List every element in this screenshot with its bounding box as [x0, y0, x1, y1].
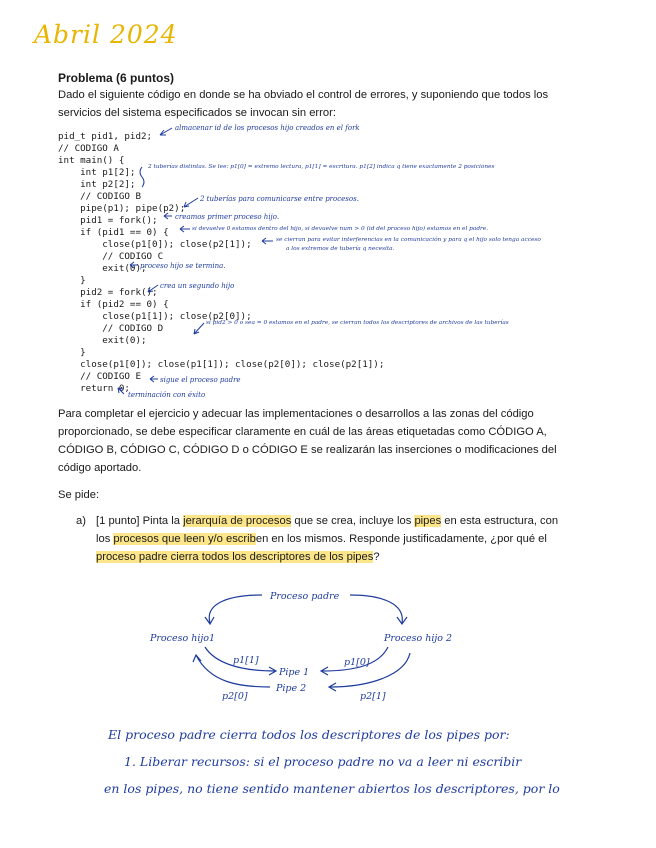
annotation: creamos primer proceso hijo. — [175, 213, 280, 221]
code-line: // CODIGO A — [58, 143, 119, 154]
highlight: pipes — [414, 515, 442, 527]
code-line: // CODIGO C — [58, 251, 164, 262]
task-paragraph — [58, 405, 603, 477]
annotation: se cierran para evitar interferencias en la comunicación y para q el hijo solo tenga acceso — [276, 237, 541, 243]
item-a-text — [96, 512, 604, 566]
paragraph-line: CÓDIGO B, CÓDIGO C, CÓDIGO D o CÓDIGO E se realizarán las inserciones o modificaciones del — [58, 444, 557, 456]
code-line: } — [58, 275, 86, 286]
annotation-arrows — [0, 0, 656, 420]
code-line: if (pid2 == 0) { — [58, 299, 169, 310]
annotation: a los extremos de tubería q necesita. — [286, 246, 395, 252]
item-a-line-3 — [96, 548, 604, 566]
annotation: sigue el proceso padre — [160, 376, 241, 384]
label-p2-1: p2[1] — [360, 691, 386, 702]
text-run: en en los mismos. Responde justificadamente, ¿por qué el — [255, 533, 547, 545]
code-line: // CODIGO D — [58, 323, 164, 334]
code-line: pid2 = fork(); — [58, 287, 158, 298]
answer-line-2: 1. Liberar recursos: si el proceso padre no va a leer ni escribir — [124, 754, 522, 769]
se-pide-label: Se pide: — [58, 489, 100, 501]
text-run: ? — [373, 551, 380, 563]
label-pipe2: Pipe 2 — [276, 683, 307, 694]
arrow-padre-to-hijo1 — [209, 595, 262, 623]
highlight: proceso padre cierra todos los descriptores de los pipes — [96, 551, 374, 563]
paragraph-line: proporcionado, se debe especificar claramente en cuál de las áreas etiquetadas como CÓDIGO A, — [58, 426, 547, 438]
annotation: 2 tuberías para comunicarse entre procesos. — [200, 195, 359, 203]
code-line: } — [58, 347, 86, 358]
annotation: crea un segundo hijo — [160, 282, 235, 290]
label-proceso-hijo1: Proceso hijo1 — [150, 633, 216, 644]
highlight: jerarquía de procesos — [183, 515, 292, 527]
code-line: if (pid1 == 0) { — [58, 227, 169, 238]
text-run: que se crea, incluye los — [291, 515, 415, 527]
paragraph-line: Para completar el ejercicio y adecuar las implementaciones o desarrollos a las zonas del código — [58, 408, 534, 420]
code-line: close(p1[0]); close(p2[1]); — [58, 239, 252, 250]
label-p1-0: p1[0] — [344, 657, 370, 668]
code-line: pipe(p1); pipe(p2); — [58, 203, 186, 214]
code-line: close(p1[1]); close(p2[0]); — [58, 311, 252, 322]
item-a-line-2 — [96, 530, 604, 548]
annotation: 2 tuberías distintas. Se lee: p1[0] = extremo lectura, p1[1] = escritura. p1[2] indica q tiene exactamente 2 posiciones — [148, 164, 495, 170]
label-pipe1: Pipe 1 — [279, 667, 310, 678]
item-a-marker: a) — [76, 515, 86, 527]
code-line: pid1 = fork(); — [58, 215, 158, 226]
code-line: return 0; — [58, 383, 130, 394]
code-line: // CODIGO B — [58, 191, 141, 202]
answer-line-3: en los pipes, no tiene sentido mantener abiertos los descriptores, por lo — [104, 781, 560, 796]
code-line: exit(0); — [58, 263, 147, 274]
text-run: en esta estructura, con — [441, 515, 559, 527]
annotation: proceso hijo se termina. — [140, 262, 226, 270]
paragraph-line: código aportado. — [58, 462, 142, 474]
item-a-line-1 — [96, 512, 604, 530]
highlight: procesos que leen y/o escrib — [113, 533, 256, 545]
text-run: los — [96, 533, 114, 545]
code-line: // CODIGO E — [58, 371, 141, 382]
annotation: terminación con éxito — [128, 391, 206, 399]
label-proceso-padre: Proceso padre — [270, 591, 340, 602]
process-hierarchy-diagram — [0, 575, 656, 715]
arrow-padre-to-hijo2 — [350, 595, 402, 623]
label-p1-1: p1[1] — [233, 655, 259, 666]
code-line: int p2[2]; — [58, 179, 136, 190]
answer-line-1: El proceso padre cierra todos los descriptores de los pipes por: — [108, 727, 510, 742]
annotation: almacenar id de los procesos hijo creados en el fork — [175, 124, 360, 132]
intro-line: servicios del sistema especificados se invocan sin error: — [58, 107, 336, 119]
code-line: pid_t pid1, pid2; — [58, 131, 153, 142]
intro-line: Dado el siguiente código en donde se ha obviado el control de errores, y suponiendo que todos los — [58, 89, 549, 101]
text-run: [1 punto] Pinta la — [96, 515, 184, 527]
code-line: exit(0); — [58, 335, 147, 346]
problem-title: Problema (6 puntos) — [58, 71, 175, 85]
annotation: si devuelve 0 estamos dentro del hijo, si devuelve num > 0 (id del proceso hijo) estamos en el padre. — [192, 226, 489, 232]
code-line: int main() { — [58, 155, 125, 166]
label-proceso-hijo2: Proceso hijo 2 — [384, 633, 453, 644]
code-line: close(p1[0]); close(p1[1]); close(p2[0]); close(p2[1]); — [58, 359, 385, 370]
handwritten-heading: Abril 2024 — [34, 20, 178, 49]
code-line: int p1[2]; — [58, 167, 136, 178]
annotation: si pid2 > 0 o sea = 0 estamos en el padre, se cierran todos los descriptores de archivos de las tuberías — [206, 320, 509, 326]
label-p2-0: p2[0] — [222, 691, 248, 702]
